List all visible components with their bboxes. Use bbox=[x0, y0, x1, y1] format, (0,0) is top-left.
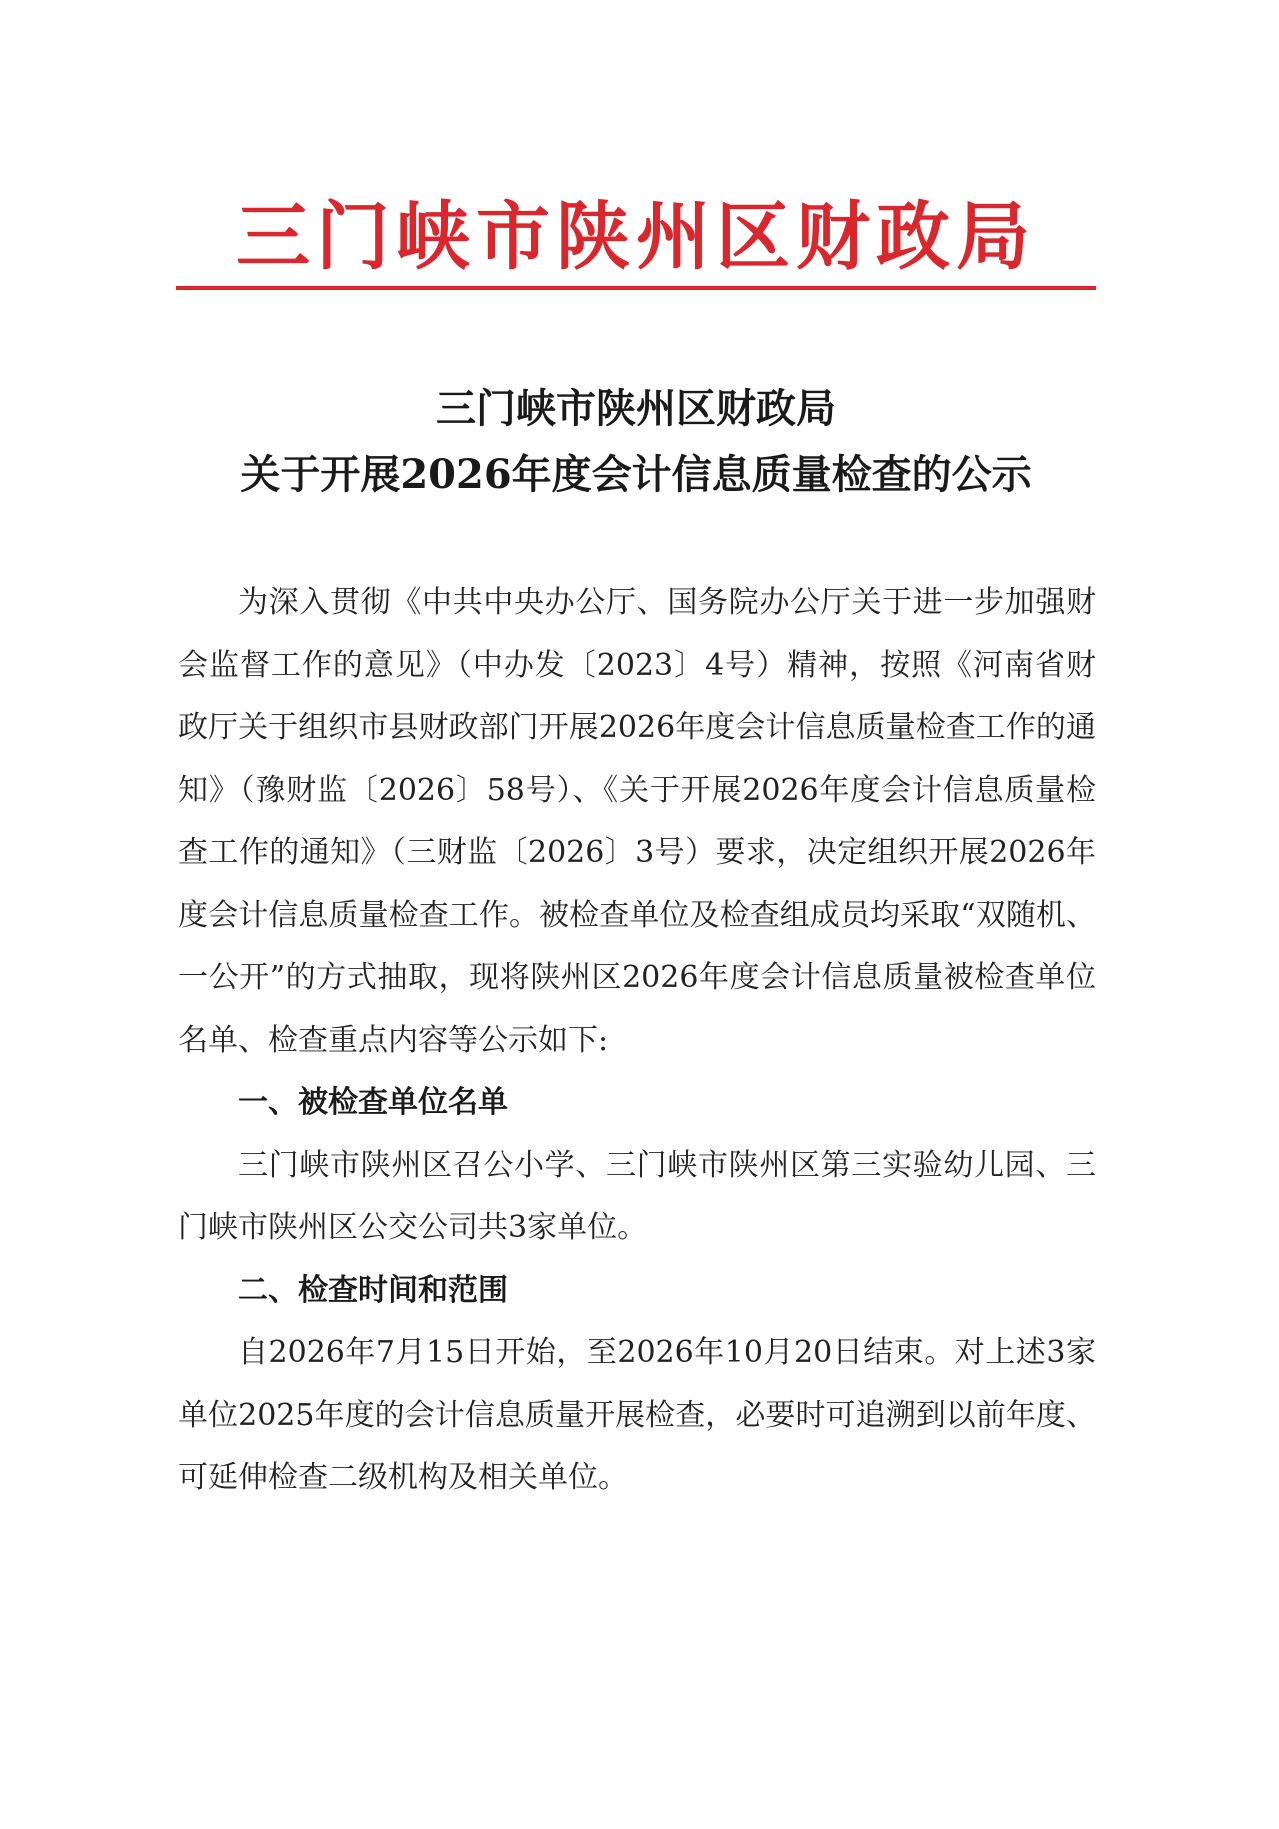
document-title-line-1: 三门峡市陕州区财政局 bbox=[436, 385, 836, 432]
document-title bbox=[176, 376, 1096, 508]
section-text-inspected-units: 三门峡市陕州区召公小学、三门峡市陕州区第三实验幼儿园、三门峡市陕州区公交公司共3家单位。 bbox=[178, 1147, 1096, 1245]
intro-paragraph: 为深入贯彻《中共中央办公厅、国务院办公厅关于进一步加强财会监督工作的意见》（中办发〔2023〕4号）精神，按照《河南省财政厅关于组织市县财政部门开展2026年度会计信息质量检查工作的通知》（豫财监〔2026〕58号）、《关于开展2026年度会计信息质量检查工作的通知》（三财监〔2026〕3号）要求，决定组织开展2026年度会计信息质量检查工作。被检查单位及检查组成员均采取“双随机、一公开”的方式抽取，现将陕州区2026年度会计信息质量被检查单位名单、检查重点内容等公示如下: bbox=[178, 585, 1096, 1058]
section-text-time-scope: 自2026年7月15日开始，至2026年10月20日结束。对上述3家单位2025年度的会计信息质量开展检查，必要时可追溯到以前年度、可延伸检查二级机构及相关单位。 bbox=[178, 1335, 1096, 1495]
document-body bbox=[178, 572, 1096, 1510]
red-divider-line bbox=[176, 286, 1096, 290]
letterhead-title: 三门峡市陕州区财政局 bbox=[236, 194, 1036, 280]
document-title-line-2: 关于开展2026年度会计信息质量检查的公示 bbox=[240, 451, 1032, 498]
section-heading-time-scope: 二、检查时间和范围 bbox=[238, 1272, 508, 1308]
section-heading-inspected-units: 一、被检查单位名单 bbox=[238, 1085, 508, 1120]
